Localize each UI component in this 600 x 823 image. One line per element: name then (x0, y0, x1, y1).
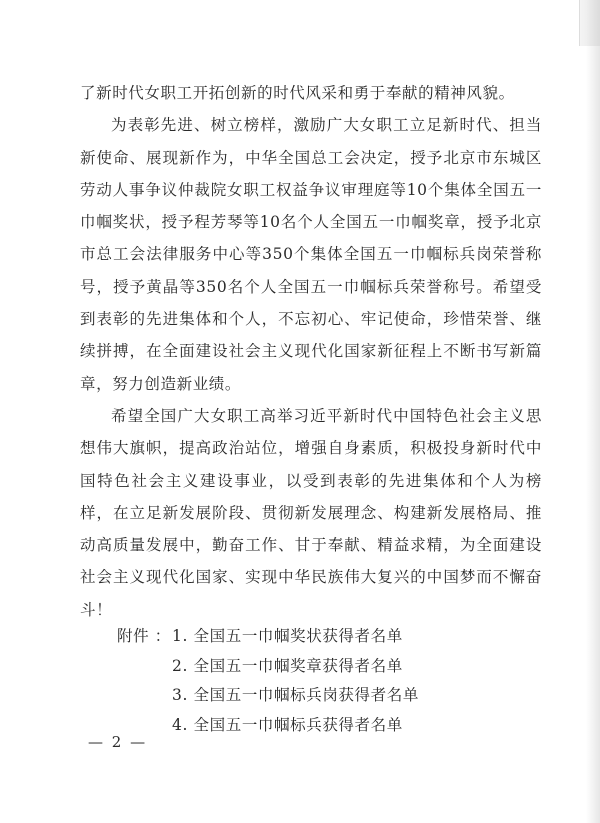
paragraph-continuation: 了新时代女职工开拓创新的时代风采和勇于奉献的精神风貌。 (80, 84, 515, 102)
paragraph-call-to-action: 希望全国广大女职工高举习近平新时代中国特色社会主义思想伟大旗帜，提高政治站位，增强自身素质，积极投身新时代中国特色社会主义建设事业，以受到表彰的先进集体和个人为榜样，在立足新发展阶段、贯彻新发展理念、构建新发展格局、推动高质量发展中，勤奋工作、甘于奉献、精益求精，为全面建设社会主义现代化国家、实现中华民族伟大复兴的中国梦而不懈奋斗！ (80, 406, 542, 619)
page-number: — 2 — (88, 733, 148, 751)
attachment-item (117, 681, 537, 711)
attachment-item (117, 711, 537, 741)
attachment-item-text: 1. 全国五一巾帼奖状获得者名单 (172, 627, 403, 645)
document-body (80, 77, 542, 626)
paragraph-commendation: 为表彰先进、树立榜样，激励广大女职工立足新时代、担当新使命、展现新作为，中华全国总工会决定，授予北京市东城区劳动人事争议仲裁院女职工权益争议审理庭等10个集体全国五一巾帼奖状，授予程芳琴等10名个人全国五一巾帼奖章，授予北京市总工会法律服务中心等350个集体全国五一巾帼标兵岗荣誉称号，授予黄晶等350名个人全国五一巾帼标兵荣誉称号。希望受到表彰的先进集体和个人，不忘初心、牢记使命，珍惜荣誉、继续拼搏，在全面建设社会主义现代化国家新征程上不断书写新篇章，努力创造新业绩。 (80, 116, 542, 393)
attachments-label: 附件 ： (117, 627, 171, 645)
attachment-item-text: 2. 全国五一巾帼奖章获得者名单 (172, 656, 403, 675)
attachment-item (117, 652, 537, 682)
attachment-item (117, 622, 537, 652)
attachment-item-text: 3. 全国五一巾帼标兵岗获得者名单 (172, 686, 419, 704)
attachment-item-text: 4. 全国五一巾帼标兵获得者名单 (172, 715, 403, 734)
page-edge-shadow (586, 0, 600, 823)
attachments-list (117, 622, 537, 740)
